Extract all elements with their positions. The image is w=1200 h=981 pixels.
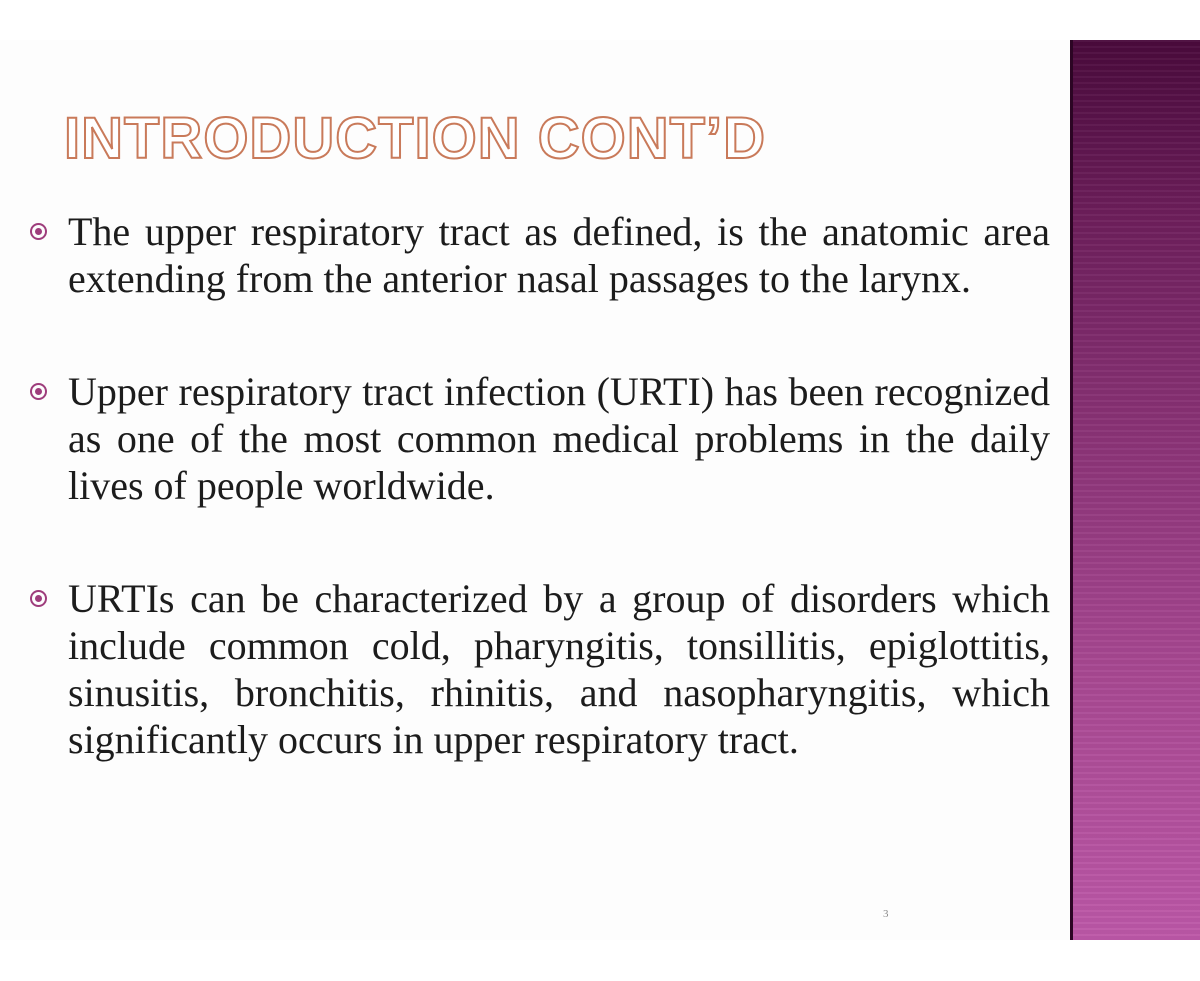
- bullet-text: Upper respiratory tract infection (URTI) has been recognized as one of the most common medical problems in the daily lives of people worldwide.: [68, 369, 1050, 508]
- decorative-side-bar: [1070, 40, 1200, 940]
- bullet-item: [28, 368, 1050, 509]
- circled-dot-icon: [30, 590, 47, 607]
- slide: [0, 40, 1200, 940]
- bullet-text: URTIs can be characterized by a group of disorders which include common cold, pharyngitis, tonsillitis, epiglottitis, sinusitis, bronchitis, rhinitis, and nasopharyngitis, which significantly occurs in upper respiratory tract.: [68, 576, 1050, 762]
- circled-dot-icon: [30, 383, 47, 400]
- circled-dot-icon: [30, 223, 47, 240]
- bullet-item: [28, 575, 1050, 763]
- bullet-list: [28, 208, 1050, 829]
- bullet-text: The upper respiratory tract as defined, is the anatomic area extending from the anterior nasal passages to the larynx.: [68, 209, 1050, 301]
- bullet-item: [28, 208, 1050, 302]
- slide-title: INTRODUCTION CONT’D: [64, 106, 767, 171]
- page-number: 3: [883, 908, 889, 920]
